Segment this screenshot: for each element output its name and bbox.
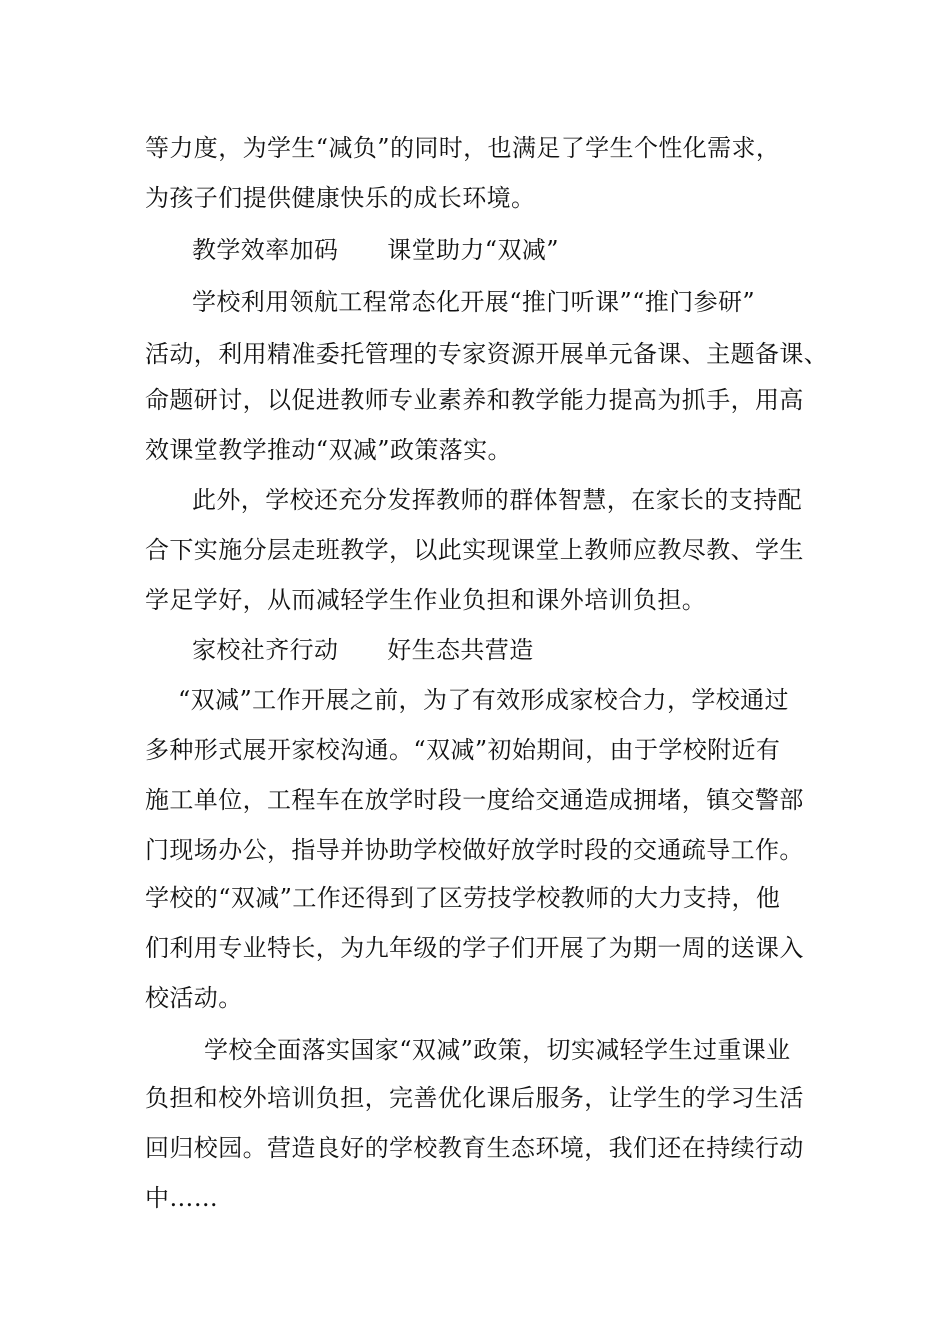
paragraph-line: 等力度，为学生“减负”的同时，也满足了学生个性化需求， bbox=[145, 134, 781, 162]
paragraph-line: 学校的“双减”工作还得到了区劳技学校教师的大力支持，他 bbox=[145, 884, 781, 912]
paragraph-line: 负担和校外培训负担，完善优化课后服务，让学生的学习生活 bbox=[145, 1084, 804, 1112]
paragraph-line: 回归校园。营造良好的学校教育生态环境，我们还在持续行动 bbox=[145, 1134, 804, 1162]
paragraph-line: 校活动。 bbox=[145, 984, 243, 1012]
paragraph-line: 门现场办公，指导并协助学校做好放学时段的交通疏导工作。 bbox=[145, 836, 804, 864]
paragraph-line: 学校全面落实国家“双减”政策，切实减轻学生过重课业 bbox=[204, 1036, 791, 1064]
section-heading: 家校社齐行动 好生态共营造 bbox=[192, 636, 534, 664]
paragraph-line: 多种形式展开家校沟通。“双减”初始期间，由于学校附近有 bbox=[145, 736, 781, 764]
paragraph-line: 学足学好，从而减轻学生作业负担和课外培训负担。 bbox=[145, 586, 707, 614]
paragraph-line: 效课堂教学推动“双减”政策落实。 bbox=[145, 436, 512, 464]
paragraph-line: 命题研讨，以促进教师专业素养和教学能力提高为抓手，用高 bbox=[145, 386, 804, 414]
paragraph-line: 为孩子们提供健康快乐的成长环境。 bbox=[145, 184, 536, 212]
paragraph-line: 施工单位，工程车在放学时段一度给交通造成拥堵，镇交警部 bbox=[145, 786, 804, 814]
paragraph-line: 活动，利用精准委托管理的专家资源开展单元备课、主题备课、 bbox=[145, 340, 829, 368]
paragraph-line: 合下实施分层走班教学，以此实现课堂上教师应教尽教、学生 bbox=[145, 536, 804, 564]
paragraph-line: 中…… bbox=[145, 1184, 219, 1212]
paragraph-line: “双减”工作开展之前，为了有效形成家校合力，学校通过 bbox=[178, 686, 789, 714]
paragraph-line: 此外，学校还充分发挥教师的群体智慧，在家长的支持配 bbox=[192, 486, 802, 514]
section-heading: 教学效率加码 课堂助力“双减” bbox=[192, 236, 559, 264]
paragraph-line: 学校利用领航工程常态化开展“推门听课”“推门参研” bbox=[192, 288, 756, 316]
paragraph-line: 们利用专业特长，为九年级的学子们开展了为期一周的送课入 bbox=[145, 934, 804, 962]
